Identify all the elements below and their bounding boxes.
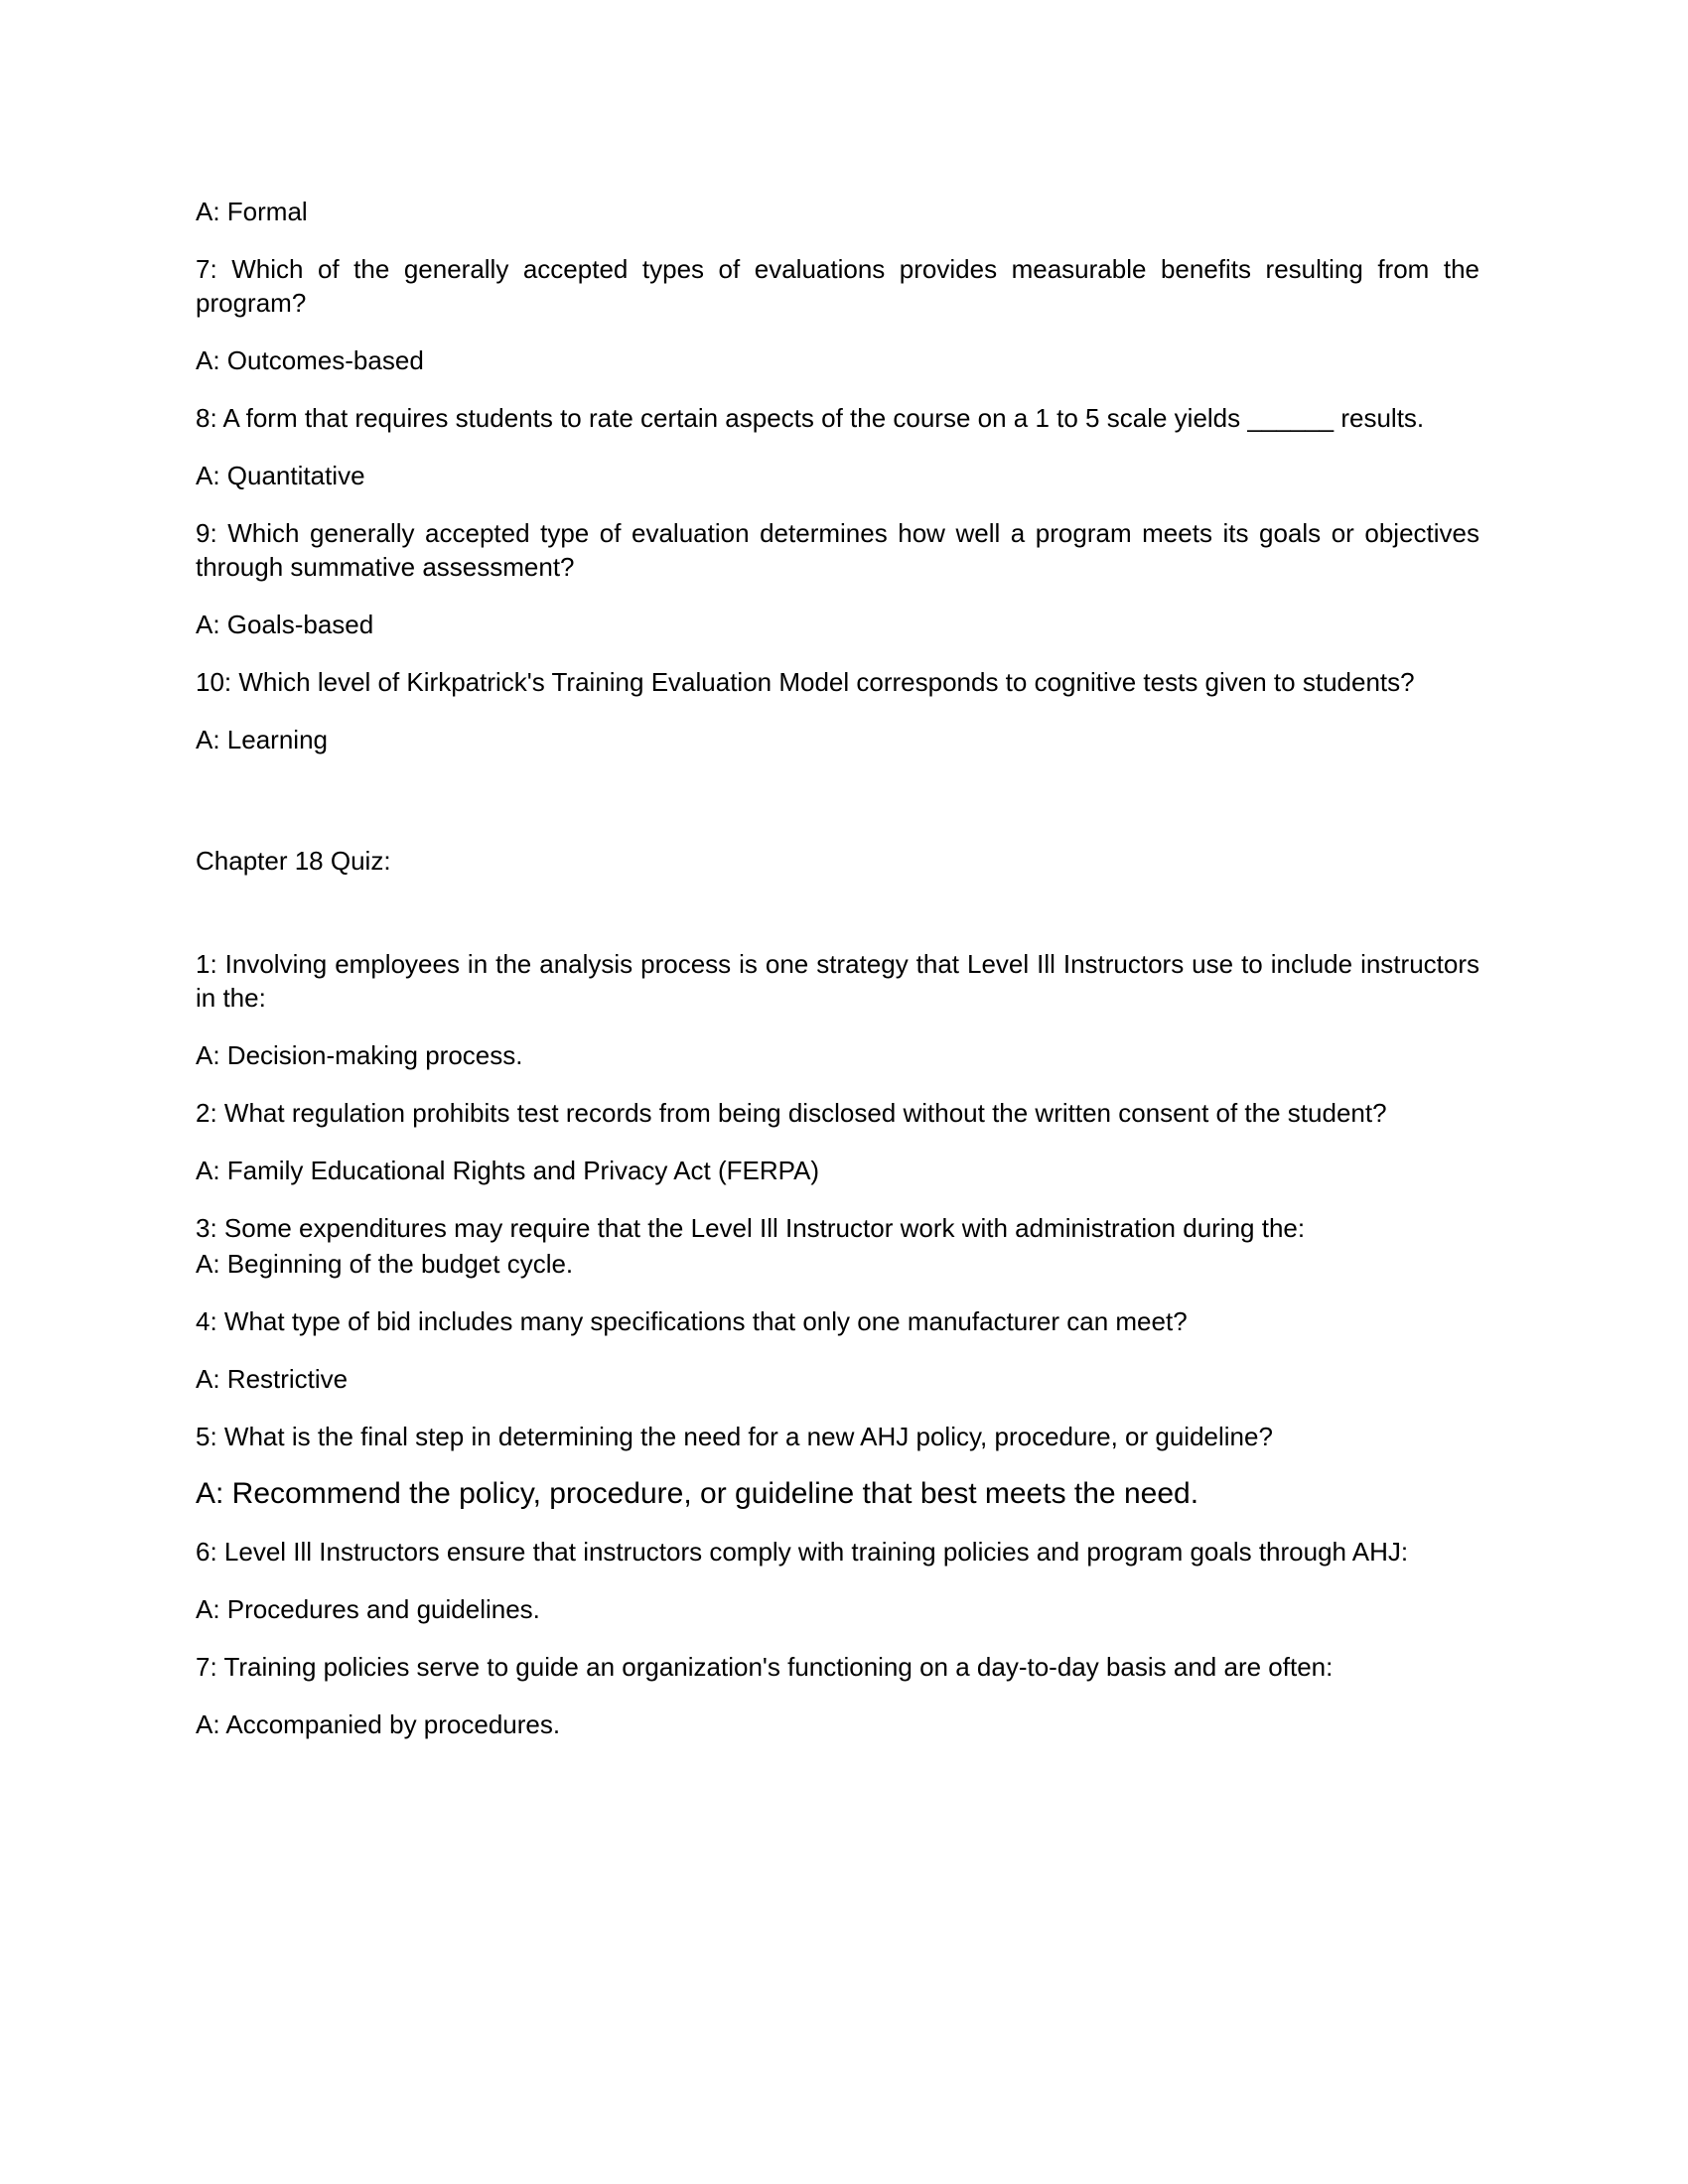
question-text: 6: Level Ill Instructors ensure that instructors comply with training policies and program goals through AHJ:: [196, 1537, 1409, 1567]
answer-text: A: Restrictive: [196, 1364, 349, 1394]
question-text: 1: Involving employees in the analysis process is one strategy that Level Ill Instructors use to include instructors in the:: [196, 949, 1479, 1013]
question-text: 3: Some expenditures may require that the Level Ill Instructor work with administration during the:: [196, 1213, 1306, 1243]
answer-text: A: Decision-making process.: [196, 1040, 523, 1070]
section-heading: Chapter 18 Quiz:: [196, 846, 391, 876]
answer-text: A: Accompanied by procedures.: [196, 1709, 561, 1739]
answer-text: A: Procedures and guidelines.: [196, 1594, 540, 1624]
question-text: 2: What regulation prohibits test records from being disclosed without the written consent of the student?: [196, 1098, 1387, 1128]
answer-text: A: Family Educational Rights and Privacy Act (FERPA): [196, 1156, 820, 1185]
answer-text: A: Formal: [196, 197, 308, 226]
question-text: 10: Which level of Kirkpatrick's Training Evaluation Model corresponds to cognitive tests given to students?: [196, 667, 1415, 697]
answer-text: A: Learning: [196, 725, 328, 754]
question-text: 7: Training policies serve to guide an organization's functioning on a day-to-day basis and are often:: [196, 1652, 1334, 1682]
question-text: 8: A form that requires students to rate certain aspects of the course on a 1 to 5 scale yields ______ results.: [196, 403, 1425, 433]
answer-text: A: Quantitative: [196, 461, 365, 490]
question-text: 7: Which of the generally accepted types of evaluations provides measurable benefits resulting from the program?: [196, 254, 1479, 318]
answer-text: A: Recommend the policy, procedure, or guideline that best meets the need.: [196, 1477, 1199, 1510]
answer-text: A: Goals-based: [196, 610, 374, 639]
question-text: 5: What is the final step in determining the need for a new AHJ policy, procedure, or guideline?: [196, 1422, 1273, 1451]
question-text: 9: Which generally accepted type of evaluation determines how well a program meets its goals or objectives through summative assessment?: [196, 518, 1479, 582]
answer-text: A: Outcomes-based: [196, 345, 424, 375]
answer-text: A: Beginning of the budget cycle.: [196, 1249, 574, 1279]
document-body: [196, 195, 1479, 1741]
question-text: 4: What type of bid includes many specifications that only one manufacturer can meet?: [196, 1306, 1188, 1336]
